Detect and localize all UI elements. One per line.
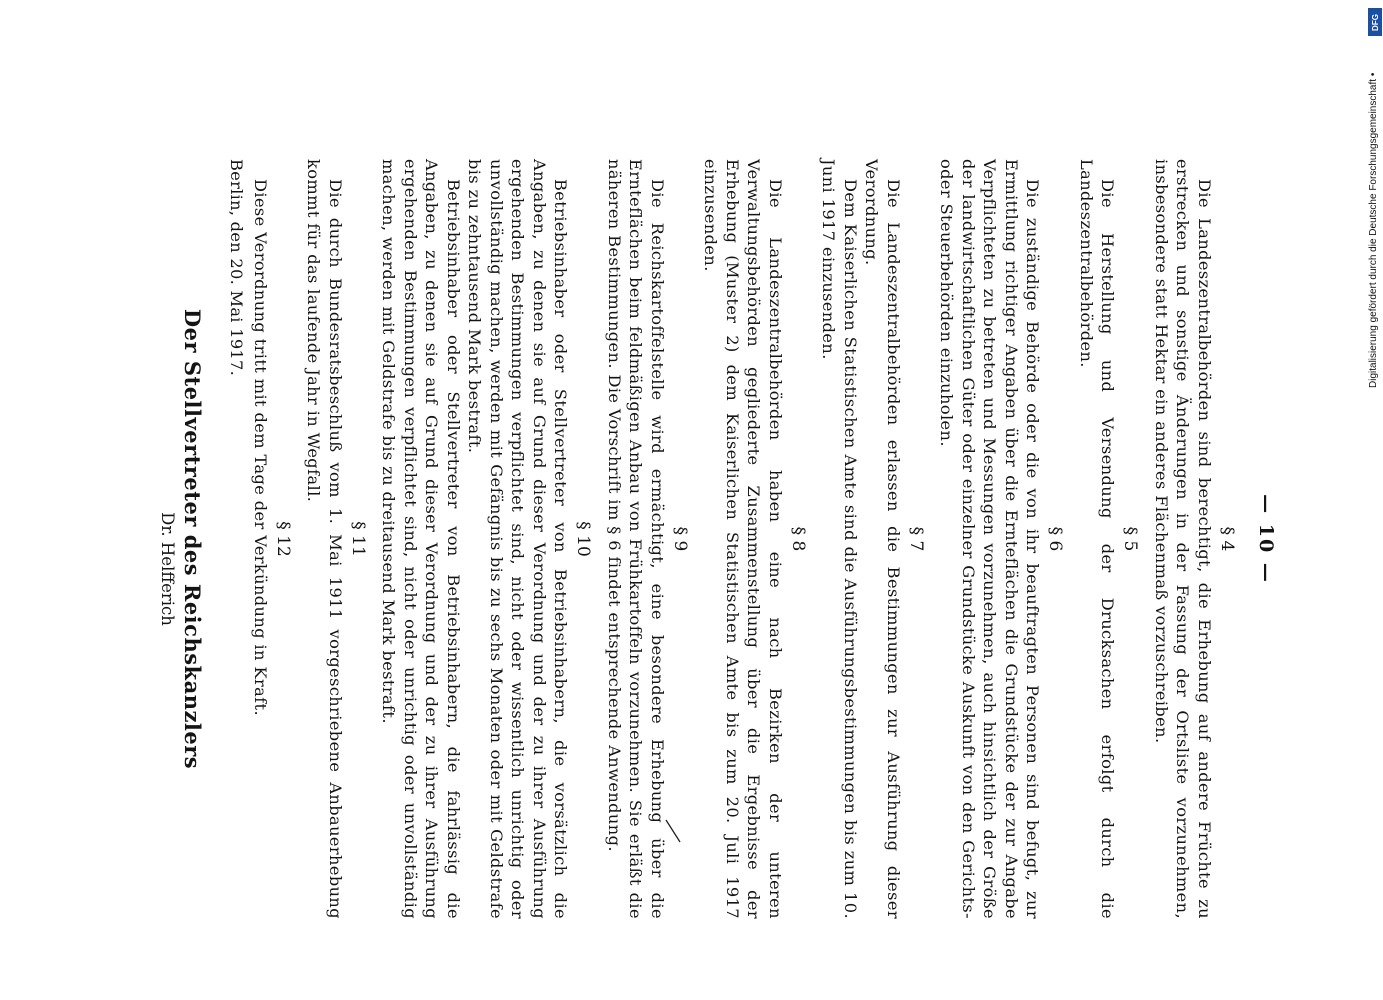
- page-number: — 10 —: [1255, 494, 1277, 584]
- section-10: [378, 159, 596, 919]
- section-paragraph: Die Herstellung und Versendung der Drucksachen erfolgt durch die Landeszentralbehörden.: [1077, 159, 1118, 919]
- section-11: [303, 159, 370, 919]
- signature-title: Der Stellvertreter des Reichskanzlers: [180, 308, 206, 770]
- section-paragraph: Betriebsinhaber oder Stellvertreter von Betriebsinhabern, die fahrlässig die Angaben, zu denen sie auf Grund dieser Verordnung und der zu ihrer Ausführung ergehenden Bestimmungen verpflichtet sind, nicht oder unrichtig oder unvollständig machen, werden mit Geldstrafe bis zu dreitausend Mark bestraft.: [379, 159, 463, 919]
- section-5: [1076, 159, 1143, 919]
- page-content: [159, 159, 1280, 919]
- dateline: Berlin, den 20. Mai 1917.: [227, 159, 247, 377]
- section-paragraph: Die Landeszentralbehörden erlassen die Bestimmungen zur Ausführung dieser Verordnung.: [862, 159, 903, 919]
- dfg-logo-text: DFG: [1370, 13, 1380, 31]
- section-paragraph: Die Landeszentralbehörden sind berechtigt, die Erhebung auf andere Früchte zu erstrecken und sonstige Änderungen in der Fassung der Ortsliste vorzunehmen, insbesondere statt Hektar ein anderes Flächenmaß vorzuschreiben.: [1152, 159, 1214, 919]
- section-heading: § 12: [273, 521, 293, 557]
- section-paragraph: Die durch Bundesratsbeschluß vom 1. Mai 1911 vorgeschriebene Anbauerhebung kommt für das laufende Jahr in Wegfall.: [304, 159, 345, 919]
- section-12: [250, 159, 296, 919]
- section-paragraph: Die zuständige Behörde oder die von ihr beauftragten Personen sind befugt, zur Ermittlung richtiger Angaben über die Ernteflächen die Grundstücke der zur Angabe Verpflichteten zu betreten und Messungen vorzunehmen, auch hinsichtlich der Größe der landwirtschaftlichen Güter oder einzelner Grundstücke Auskunft von den Gerichts- oder Steuerbehörden einzuholen.: [937, 159, 1043, 919]
- section-4: [1151, 159, 1240, 919]
- funding-note: Digitalisierung gefördert durch die Deutsche Forschungsgemeinschaft •: [1368, 72, 1379, 388]
- section-7: [818, 159, 928, 919]
- section-paragraph: Dem Kaiserlichen Statistischen Amte sind die Ausführungsbestimmungen bis zum 10. Juni 1917 einzusenden.: [819, 159, 860, 919]
- section-heading: § 6: [1045, 526, 1066, 552]
- signature-name: Dr. Helfferich: [158, 512, 178, 626]
- section-paragraph: Diese Verordnung tritt mit dem Tage der Verkündung in Kraft.: [251, 179, 270, 716]
- section-heading: § 5: [1120, 526, 1141, 552]
- section-paragraph: Die Landeszentralbehörden haben eine nach Bezirken der unteren Verwaltungsbehörden gegliederte Zusammenstellung über die Ergebnisse der Erhebung (Muster 2) dem Kaiserlichen Statistischen Amte bis zum 20. Juli 1917 einzusenden.: [701, 159, 785, 919]
- section-8: [700, 159, 810, 919]
- dfg-logo-icon: [1368, 8, 1382, 36]
- margin-pencil-mark: [664, 818, 684, 846]
- section-heading: § 11: [348, 521, 368, 557]
- section-heading: § 8: [788, 526, 808, 552]
- section-heading: § 7: [906, 526, 926, 552]
- section-9: [604, 159, 693, 919]
- section-6: [936, 159, 1068, 919]
- section-heading: § 9: [670, 526, 690, 552]
- section-paragraph: Die Reichskartoffelstelle wird ermächtigt, eine besondere Erhebung über die Ernteflächen beim feldmäßigen Anbau von Frühkartoffeln vorzunehmen. Sie erläßt die näheren Bestimmungen. Die Vorschrift im § 6 findet entsprechende Anwendung.: [605, 159, 667, 919]
- section-heading: § 4: [1217, 526, 1237, 552]
- section-heading: § 10: [573, 521, 594, 557]
- section-paragraph: Betriebsinhaber oder Stellvertreter von Betriebsinhabern, die vorsätzlich die Angaben, zu denen sie auf Grund dieser Verordnung und der zu ihrer Ausführung ergehenden Bestimmungen verpflichtet sind, nicht oder wissentlich unrichtig oder unvollständig machen, werden mit Gefängnis bis zu sechs Monaten oder mit Geldstrafe bis zu zehntausend Mark bestraft.: [465, 159, 571, 919]
